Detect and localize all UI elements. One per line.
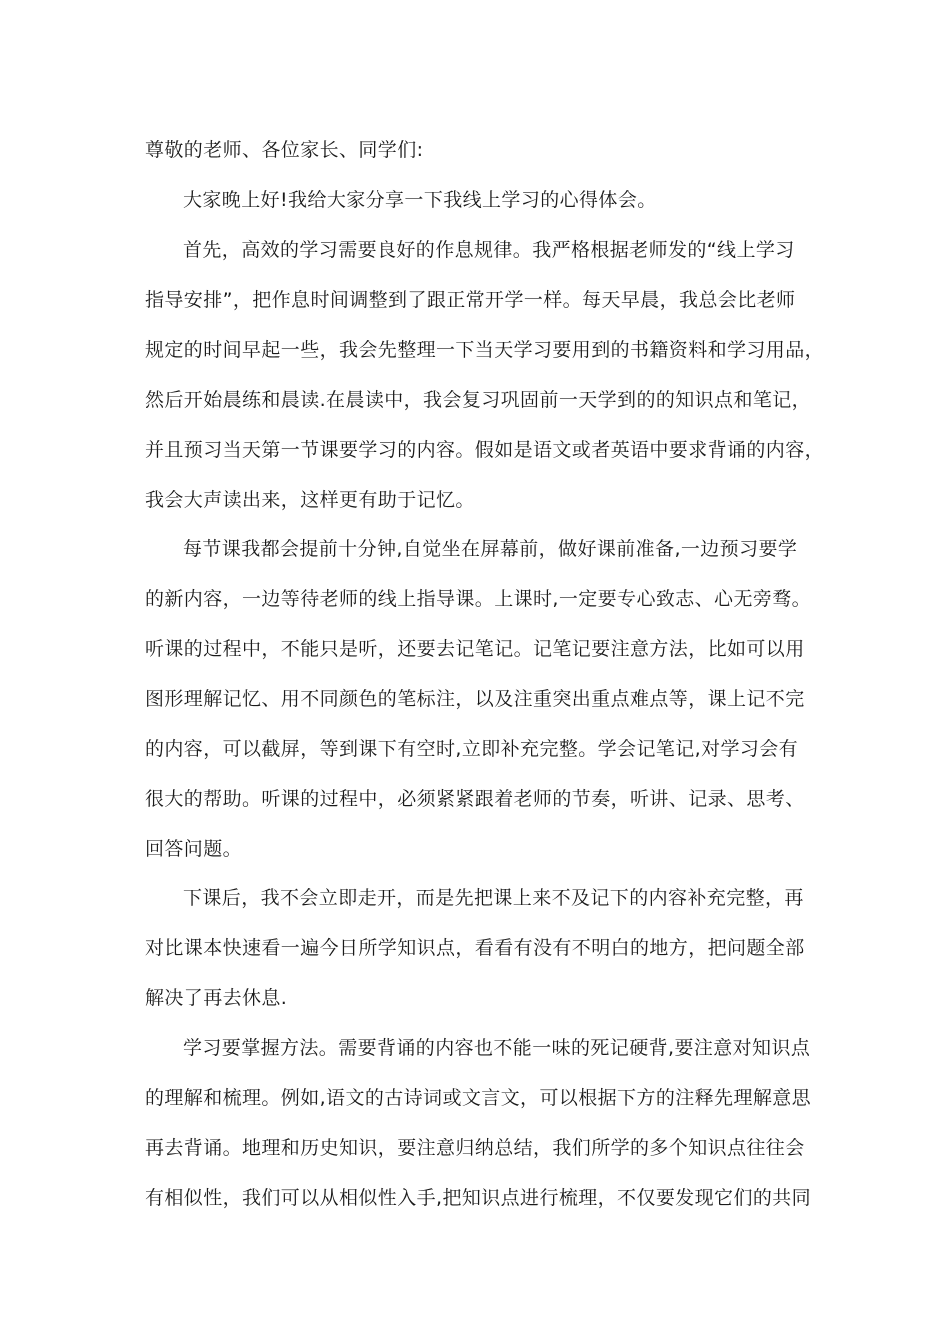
paragraph-line: 下课后，我不会立即走开，而是先把课上来不及记下的内容补充完整，再 xyxy=(183,887,804,909)
paragraph-line: 再去背诵。地理和历史知识，要注意归纳总结，我们所学的多个知识点往往会 xyxy=(145,1137,805,1159)
paragraph-line: 我会大声读出来，这样更有助于记忆。 xyxy=(145,489,475,511)
paragraph-line: 并且预习当天第一节课要学习的内容。假如是语文或者英语中要求背诵的内容， xyxy=(145,439,825,461)
paragraph-line: 对比课本快速看一遍今日所学知识点，看看有没有不明白的地方，把问题全部 xyxy=(145,937,805,959)
paragraph-line: 然后开始晨练和晨读.在晨读中，我会复习巩固前一天学到的的知识点和笔记， xyxy=(145,389,812,411)
paragraph-line: 的理解和梳理。例如,语文的古诗词或文言文，可以根据下方的注释先理解意思 xyxy=(145,1087,812,1109)
paragraph-line: 每节课我都会提前十分钟,自觉坐在屏幕前，做好课前准备,一边预习要学 xyxy=(183,538,798,560)
paragraph-line: 图形理解记忆、用不同颜色的笔标注，以及注重突出重点难点等，课上记不完 xyxy=(145,688,805,710)
paragraph-line: 首先，高效的学习需要良好的作息规律。我严格根据老师发的“线上学习 xyxy=(183,239,795,261)
paragraph-line: 的新内容，一边等待老师的线上指导课。上课时,一定要专心致志、心无旁骛。 xyxy=(145,588,812,610)
paragraph-line: 回答问题。 xyxy=(145,838,243,860)
paragraph-line: 解决了再去休息. xyxy=(145,987,288,1009)
paragraph-greeting: 大家晚上好!我给大家分享一下我线上学习的心得体会。 xyxy=(183,189,657,211)
salutation: 尊敬的老师、各位家长、同学们: xyxy=(145,139,424,161)
paragraph-line: 很大的帮助。听课的过程中，必须紧紧跟着老师的节奏，听讲、记录、思考、 xyxy=(145,788,805,810)
paragraph-line: 的内容，可以截屏，等到课下有空时,立即补充完整。学会记笔记,对学习会有 xyxy=(145,738,799,760)
paragraph-line: 有相似性，我们可以从相似性入手,把知识点进行梳理，不仅要发现它们的共同 xyxy=(145,1187,812,1209)
paragraph-line: 听课的过程中，不能只是听，还要去记笔记。记笔记要注意方法，比如可以用 xyxy=(145,638,805,660)
paragraph-line: 指导安排”，把作息时间调整到了跟正常开学一样。每天早晨，我总会比老师 xyxy=(145,289,796,311)
paragraph-line: 学习要掌握方法。需要背诵的内容也不能一味的死记硬背,要注意对知识点 xyxy=(183,1037,811,1059)
paragraph-line: 规定的时间早起一些，我会先整理一下当天学习要用到的书籍资料和学习用品， xyxy=(145,339,825,361)
